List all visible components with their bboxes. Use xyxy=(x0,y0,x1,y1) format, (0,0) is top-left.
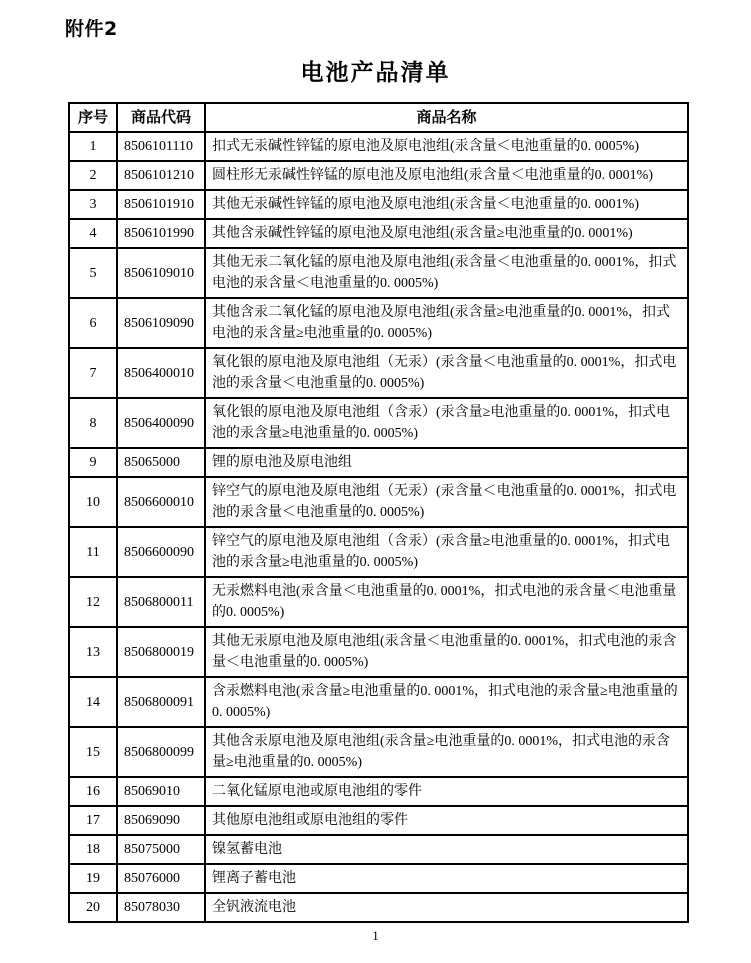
table-row xyxy=(69,777,688,806)
code-cell: 85075000 xyxy=(117,835,205,864)
name-cell: 其他含汞碱性锌锰的原电池及原电池组(汞含量≥电池重量的0. 0001%) xyxy=(205,219,688,248)
table-row xyxy=(69,348,688,398)
attachment-label: 附件2 xyxy=(65,18,118,40)
table-row xyxy=(69,398,688,448)
name-cell: 氧化银的原电池及原电池组（含汞）(汞含量≥电池重量的0. 0001%，扣式电池的汞含量≥电池重量的0. 0005%) xyxy=(205,398,688,448)
serial-cell: 17 xyxy=(69,806,117,835)
name-cell: 镍氢蓄电池 xyxy=(205,835,688,864)
code-cell: 8506800091 xyxy=(117,677,205,727)
table-row xyxy=(69,893,688,922)
name-cell: 其他无汞二氧化锰的原电池及原电池组(汞含量＜电池重量的0. 0001%，扣式电池的汞含量＜电池重量的0. 0005%) xyxy=(205,248,688,298)
serial-cell: 6 xyxy=(69,298,117,348)
table-row xyxy=(69,448,688,477)
product-table-body xyxy=(69,132,688,922)
name-cell: 全钒液流电池 xyxy=(205,893,688,922)
serial-cell: 1 xyxy=(69,132,117,161)
serial-cell: 10 xyxy=(69,477,117,527)
table-row xyxy=(69,727,688,777)
header-product-code: 商品代码 xyxy=(117,103,205,132)
code-cell: 85076000 xyxy=(117,864,205,893)
code-cell: 8506600090 xyxy=(117,527,205,577)
serial-cell: 2 xyxy=(69,161,117,190)
code-cell: 85069090 xyxy=(117,806,205,835)
table-row xyxy=(69,527,688,577)
table-row xyxy=(69,835,688,864)
serial-cell: 3 xyxy=(69,190,117,219)
code-cell: 8506109090 xyxy=(117,298,205,348)
code-cell: 8506101910 xyxy=(117,190,205,219)
table-row xyxy=(69,132,688,161)
serial-cell: 8 xyxy=(69,398,117,448)
code-cell: 8506101110 xyxy=(117,132,205,161)
table-row xyxy=(69,577,688,627)
name-cell: 其他无汞原电池及原电池组(汞含量＜电池重量的0. 0001%，扣式电池的汞含量＜电池重量的0. 0005%) xyxy=(205,627,688,677)
name-cell: 锂的原电池及原电池组 xyxy=(205,448,688,477)
name-cell: 其他含汞原电池及原电池组(汞含量≥电池重量的0. 0001%，扣式电池的汞含量≥电池重量的0. 0005%) xyxy=(205,727,688,777)
name-cell: 其他原电池组或原电池组的零件 xyxy=(205,806,688,835)
name-cell: 锂离子蓄电池 xyxy=(205,864,688,893)
code-cell: 8506101210 xyxy=(117,161,205,190)
name-cell: 含汞燃料电池(汞含量≥电池重量的0. 0001%，扣式电池的汞含量≥电池重量的0. 0005%) xyxy=(205,677,688,727)
table-row xyxy=(69,190,688,219)
serial-cell: 14 xyxy=(69,677,117,727)
table-row xyxy=(69,219,688,248)
table-header-row xyxy=(69,103,688,132)
serial-cell: 20 xyxy=(69,893,117,922)
header-serial-number: 序号 xyxy=(69,103,117,132)
code-cell: 85069010 xyxy=(117,777,205,806)
serial-cell: 4 xyxy=(69,219,117,248)
code-cell: 8506800011 xyxy=(117,577,205,627)
serial-cell: 19 xyxy=(69,864,117,893)
table-row xyxy=(69,677,688,727)
serial-cell: 16 xyxy=(69,777,117,806)
name-cell: 圆柱形无汞碱性锌锰的原电池及原电池组(汞含量＜电池重量的0. 0001%) xyxy=(205,161,688,190)
table-row xyxy=(69,248,688,298)
table-row xyxy=(69,864,688,893)
name-cell: 无汞燃料电池(汞含量＜电池重量的0. 0001%，扣式电池的汞含量＜电池重量的0. 0005%) xyxy=(205,577,688,627)
page-number: 1 xyxy=(372,928,379,943)
name-cell: 扣式无汞碱性锌锰的原电池及原电池组(汞含量＜电池重量的0. 0005%) xyxy=(205,132,688,161)
name-cell: 锌空气的原电池及原电池组（无汞）(汞含量＜电池重量的0. 0001%，扣式电池的汞含量＜电池重量的0. 0005%) xyxy=(205,477,688,527)
code-cell: 85065000 xyxy=(117,448,205,477)
serial-cell: 5 xyxy=(69,248,117,298)
table-row xyxy=(69,806,688,835)
name-cell: 其他含汞二氧化锰的原电池及原电池组(汞含量≥电池重量的0. 0001%，扣式电池的汞含量≥电池重量的0. 0005%) xyxy=(205,298,688,348)
code-cell: 8506400010 xyxy=(117,348,205,398)
table-row xyxy=(69,627,688,677)
header-product-name: 商品名称 xyxy=(205,103,688,132)
table-row xyxy=(69,477,688,527)
serial-cell: 18 xyxy=(69,835,117,864)
serial-cell: 13 xyxy=(69,627,117,677)
code-cell: 8506109010 xyxy=(117,248,205,298)
code-cell: 8506800019 xyxy=(117,627,205,677)
name-cell: 锌空气的原电池及原电池组（含汞）(汞含量≥电池重量的0. 0001%，扣式电池的汞含量≥电池重量的0. 0005%) xyxy=(205,527,688,577)
battery-product-table xyxy=(68,102,689,923)
table-row xyxy=(69,298,688,348)
serial-cell: 12 xyxy=(69,577,117,627)
table-row xyxy=(69,161,688,190)
page-title: 电池产品清单 xyxy=(300,60,451,86)
serial-cell: 7 xyxy=(69,348,117,398)
serial-cell: 9 xyxy=(69,448,117,477)
code-cell: 8506400090 xyxy=(117,398,205,448)
name-cell: 氧化银的原电池及原电池组（无汞）(汞含量＜电池重量的0. 0001%，扣式电池的汞含量＜电池重量的0. 0005%) xyxy=(205,348,688,398)
code-cell: 8506600010 xyxy=(117,477,205,527)
code-cell: 8506800099 xyxy=(117,727,205,777)
code-cell: 8506101990 xyxy=(117,219,205,248)
serial-cell: 15 xyxy=(69,727,117,777)
name-cell: 二氧化锰原电池或原电池组的零件 xyxy=(205,777,688,806)
serial-cell: 11 xyxy=(69,527,117,577)
table-header xyxy=(69,103,688,132)
code-cell: 85078030 xyxy=(117,893,205,922)
name-cell: 其他无汞碱性锌锰的原电池及原电池组(汞含量＜电池重量的0. 0001%) xyxy=(205,190,688,219)
